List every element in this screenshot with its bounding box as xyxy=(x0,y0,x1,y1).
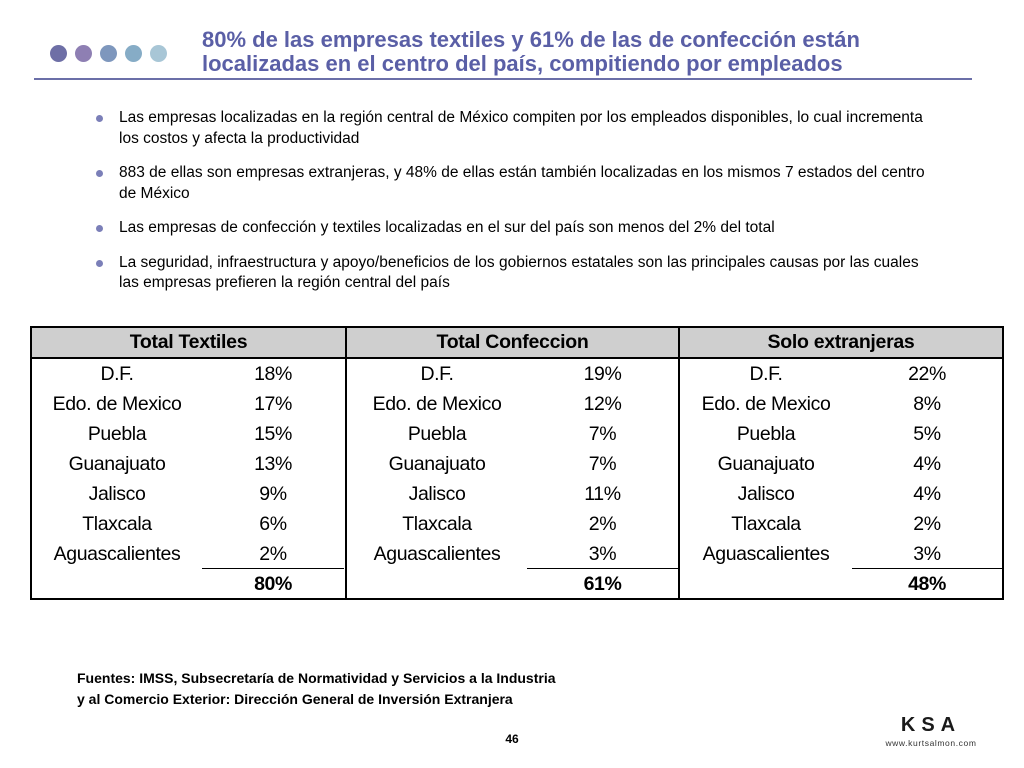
state-cell: D.F. xyxy=(749,362,783,385)
sources-note xyxy=(77,668,556,710)
state-cell: Aguascalientes xyxy=(373,542,501,565)
bullet-text: La seguridad, infraestructura y apoyo/beneficios de los gobiernos estatales son las principales causas por las cuales las empresas prefieren la región central del país xyxy=(119,253,919,291)
bullet-item xyxy=(96,253,936,294)
bullet-item xyxy=(96,218,936,239)
table-row xyxy=(347,509,678,539)
percent-cell: 4% xyxy=(913,482,941,505)
percent-cell: 3% xyxy=(588,542,617,565)
title-line-2: localizadas en el centro del país, compitiendo por empleados xyxy=(202,51,843,76)
bullet-text: Las empresas localizadas en la región central de México compiten por los empleados disponibles, lo cual incrementa los costos y afecta la productividad xyxy=(119,109,923,147)
state-cell: Puebla xyxy=(407,422,467,445)
percent-cell: 7% xyxy=(588,422,617,445)
percent-cell: 7% xyxy=(588,452,617,475)
percent-cell: 18% xyxy=(254,362,292,385)
table-row xyxy=(347,449,678,479)
percent-cell: 4% xyxy=(913,452,941,475)
bullet-list xyxy=(96,108,936,308)
table-row xyxy=(32,479,345,509)
bullet-icon xyxy=(96,115,103,122)
state-cell: Jalisco xyxy=(737,482,795,505)
slide-title xyxy=(202,28,1002,76)
dot-4 xyxy=(125,45,142,62)
bullet-text: 883 de ellas son empresas extranjeras, y 48% de ellas están también localizadas en los mismos 7 estados del centro de México xyxy=(119,164,925,202)
percent-cell: 17% xyxy=(254,392,292,415)
dot-2 xyxy=(75,45,92,62)
decorative-dots xyxy=(50,45,167,62)
table-row xyxy=(680,419,1002,449)
bullet-icon xyxy=(96,225,103,232)
table-row xyxy=(32,509,345,539)
total-underline xyxy=(527,568,678,569)
header-total-confeccion: Total Confeccion xyxy=(347,328,678,359)
state-cell: Jalisco xyxy=(408,482,466,505)
percent-cell: 12% xyxy=(583,392,622,415)
state-cell: Guanajuato xyxy=(68,452,166,475)
state-cell: Puebla xyxy=(87,422,147,445)
total-row xyxy=(680,569,1002,599)
sources-line-1: Fuentes: IMSS, Subsecretaría de Normatividad y Servicios a la Industria xyxy=(77,670,556,686)
dot-3 xyxy=(100,45,117,62)
table-row xyxy=(680,509,1002,539)
state-cell: Tlaxcala xyxy=(82,512,152,535)
dot-5 xyxy=(150,45,167,62)
total-percent-cell: 80% xyxy=(254,572,292,595)
ksa-logo xyxy=(876,714,986,748)
extranjeras-block xyxy=(678,328,1002,598)
total-row xyxy=(32,569,345,599)
table-row xyxy=(32,389,345,419)
bullet-icon xyxy=(96,170,103,177)
bullet-icon xyxy=(96,260,103,267)
table-row xyxy=(347,539,678,569)
state-cell: Guanajuato xyxy=(717,452,815,475)
state-cell: Guanajuato xyxy=(388,452,486,475)
percent-cell: 9% xyxy=(259,482,287,505)
percent-cell: 3% xyxy=(913,542,941,565)
state-cell: Aguascalientes xyxy=(702,542,830,565)
total-underline xyxy=(852,568,1002,569)
logo-mark: KSA xyxy=(900,714,962,736)
state-cell: D.F. xyxy=(100,362,134,385)
table-row xyxy=(347,359,678,389)
table-row xyxy=(680,479,1002,509)
percent-cell: 8% xyxy=(913,392,941,415)
state-cell: Puebla xyxy=(736,422,796,445)
state-cell: D.F. xyxy=(420,362,454,385)
percent-cell: 19% xyxy=(583,362,622,385)
total-percent-cell: 48% xyxy=(908,572,946,595)
percent-cell: 13% xyxy=(254,452,292,475)
table-row xyxy=(680,539,1002,569)
table-row xyxy=(32,359,345,389)
bullet-item xyxy=(96,163,936,204)
state-cell: Edo. de Mexico xyxy=(701,392,831,415)
bullet-text: Las empresas de confección y textiles localizadas en el sur del país son menos del 2% del total xyxy=(119,219,775,236)
percent-cell: 5% xyxy=(913,422,941,445)
state-cell: Tlaxcala xyxy=(402,512,472,535)
total-percent-cell: 61% xyxy=(583,572,622,595)
state-cell: Aguascalientes xyxy=(53,542,181,565)
table-row xyxy=(32,419,345,449)
logo-url: www.kurtsalmon.com xyxy=(885,738,977,748)
table-row xyxy=(32,449,345,479)
table-row xyxy=(347,419,678,449)
sources-line-2: y al Comercio Exterior: Dirección General de Inversión Extranjera xyxy=(77,691,513,707)
confeccion-block xyxy=(345,328,678,598)
table-row xyxy=(347,479,678,509)
title-underline xyxy=(34,78,972,80)
state-cell: Edo. de Mexico xyxy=(372,392,502,415)
percent-cell: 2% xyxy=(259,542,287,565)
percent-cell: 11% xyxy=(584,482,621,505)
title-line-1: 80% de las empresas textiles y 61% de las de confección están xyxy=(202,27,860,52)
table-row xyxy=(32,539,345,569)
header-total-textiles: Total Textiles xyxy=(32,328,345,359)
page-number: 46 xyxy=(505,732,519,746)
percent-cell: 15% xyxy=(254,422,292,445)
percent-cell: 2% xyxy=(913,512,941,535)
header-solo-extranjeras: Solo extranjeras xyxy=(680,328,1002,359)
table-row xyxy=(680,359,1002,389)
data-table xyxy=(30,326,1004,600)
percent-cell: 22% xyxy=(908,362,946,385)
bullet-item xyxy=(96,108,936,149)
total-underline xyxy=(202,568,344,569)
percent-cell: 2% xyxy=(588,512,617,535)
table-row xyxy=(347,389,678,419)
total-row xyxy=(347,569,678,599)
table-row xyxy=(680,449,1002,479)
percent-cell: 6% xyxy=(259,512,287,535)
dot-1 xyxy=(50,45,67,62)
state-cell: Tlaxcala xyxy=(731,512,801,535)
state-cell: Edo. de Mexico xyxy=(52,392,182,415)
state-cell: Jalisco xyxy=(88,482,146,505)
table-row xyxy=(680,389,1002,419)
textiles-block xyxy=(32,328,345,598)
